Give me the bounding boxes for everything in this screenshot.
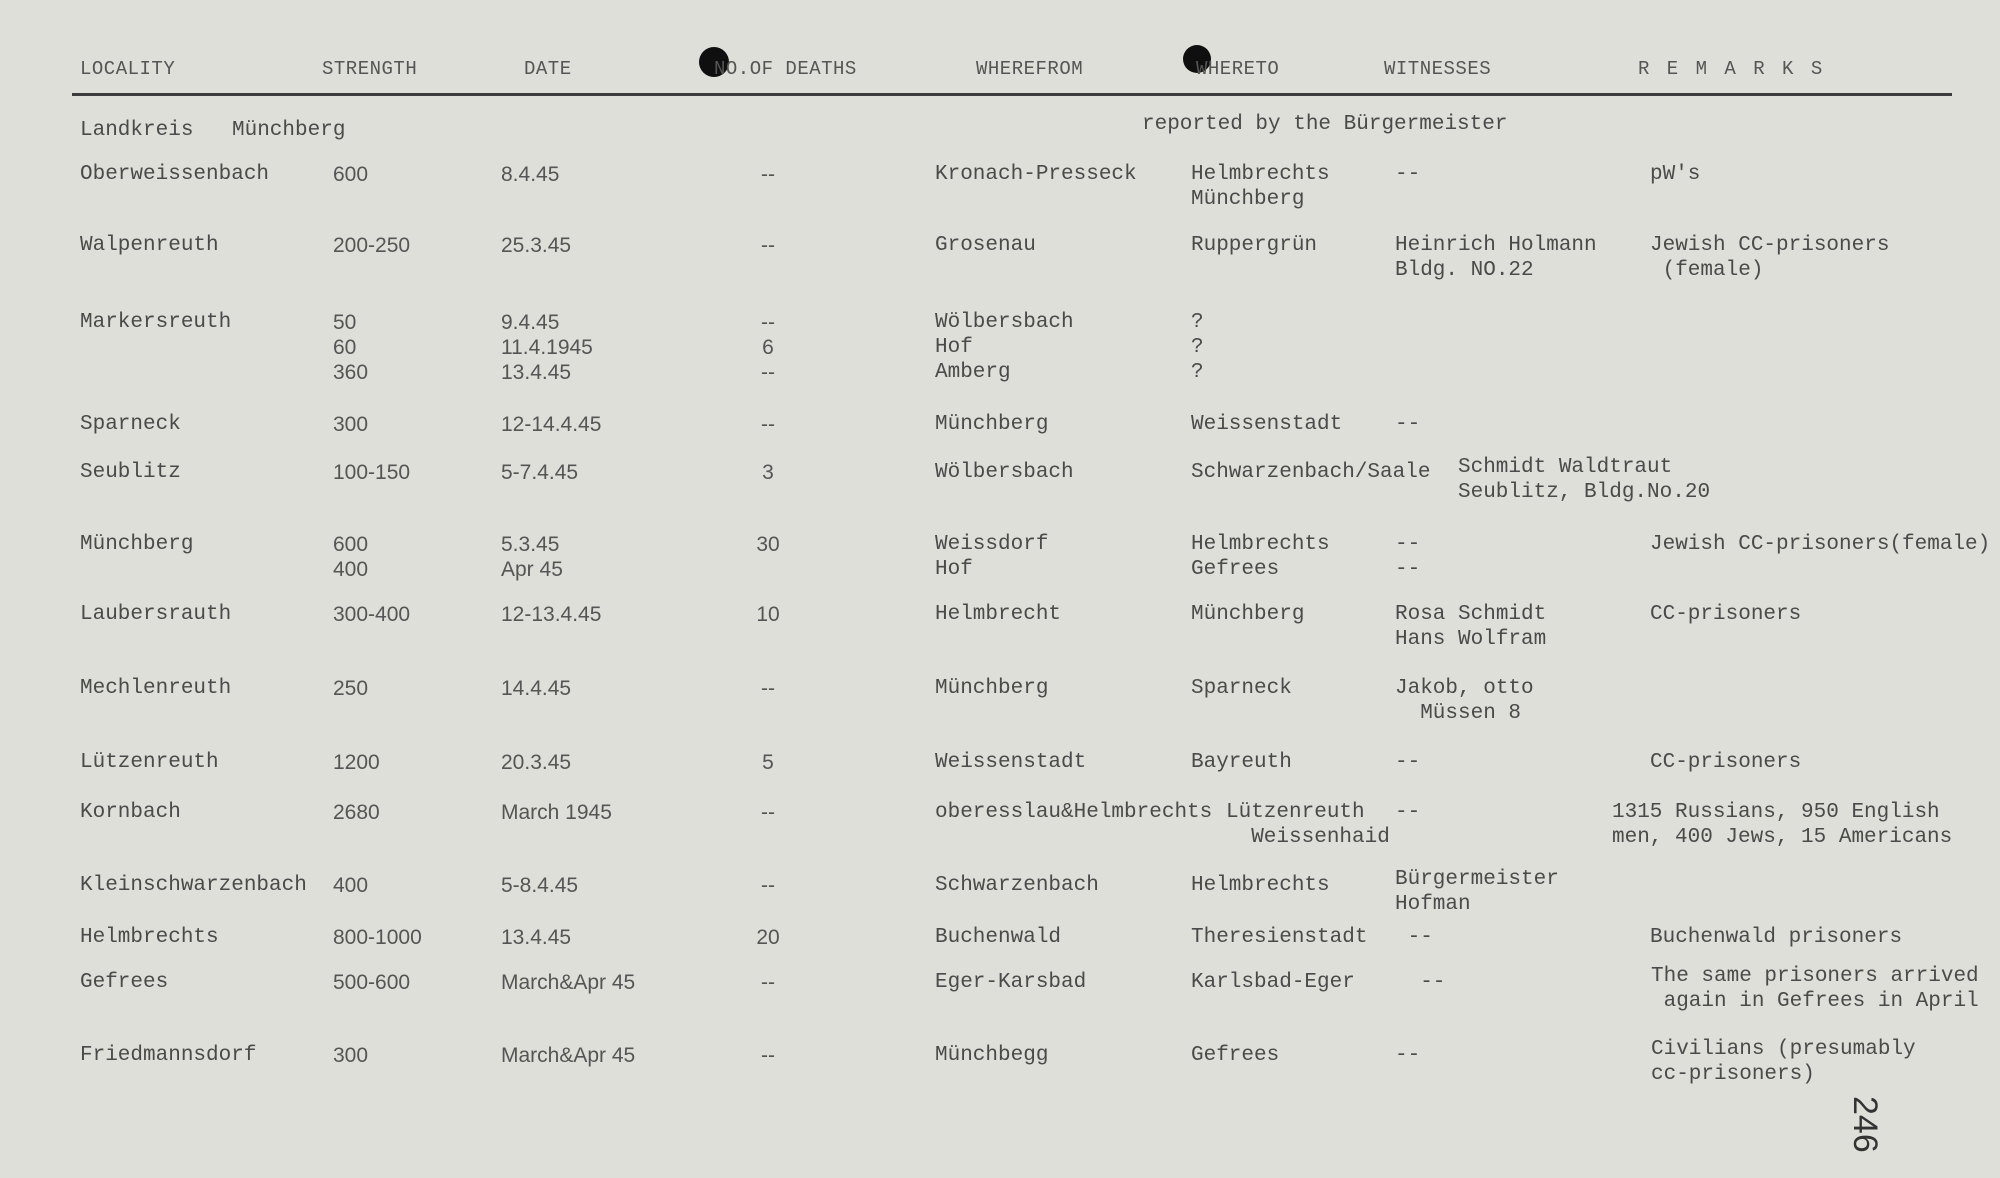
cell-whereto: Karlsbad-Eger — [1191, 971, 1355, 994]
cell-deaths: -- 6 -- — [761, 311, 775, 384]
cell-witnesses: Rosa Schmidt Hans Wolfram — [1395, 603, 1547, 651]
cell-remarks: CC-prisoners — [1650, 751, 1802, 774]
cell-date: March&Apr 45 — [501, 971, 636, 994]
header-strength: STRENGTH — [322, 58, 418, 80]
cell-date: March&Apr 45 — [501, 1044, 636, 1067]
cell-witnesses: -- — [1395, 1044, 1421, 1067]
cell-witnesses: -- — [1395, 413, 1421, 436]
cell-strength: 100-150 — [333, 461, 411, 484]
cell-locality: Kornbach — [80, 801, 181, 824]
cell-whereto: Helmbrechts Gefrees — [1191, 533, 1330, 581]
cell-wherefrom: Münchberg — [935, 413, 1049, 436]
header-deaths: NO.OF DEATHS — [714, 58, 857, 80]
cell-date: 12-14.4.45 — [501, 413, 602, 436]
header-date: DATE — [524, 58, 572, 80]
cell-deaths: 3 — [762, 461, 774, 484]
cell-strength: 50 60 360 — [333, 311, 369, 384]
cell-whereto: Lützenreuth Weissenhaid — [1226, 801, 1390, 849]
header-whereto: WHERETO — [1196, 58, 1280, 80]
cell-deaths: -- — [761, 163, 775, 186]
cell-strength: 800-1000 — [333, 926, 422, 949]
cell-whereto: Sparneck — [1191, 677, 1292, 700]
cell-date: March 1945 — [501, 801, 612, 824]
cell-wherefrom: oberesslau&Helmbrechts — [935, 801, 1213, 824]
cell-strength: 1200 — [333, 751, 380, 774]
district-label: Landkreis — [80, 119, 194, 142]
cell-deaths: -- — [761, 413, 775, 436]
cell-whereto: Ruppergrün — [1191, 234, 1318, 257]
cell-wherefrom: Buchenwald — [935, 926, 1062, 949]
cell-strength: 400 — [333, 874, 369, 897]
cell-wherefrom: Münchberg — [935, 677, 1049, 700]
cell-date: 5-7.4.45 — [501, 461, 579, 484]
cell-strength: 200-250 — [333, 234, 411, 257]
cell-locality: Seublitz — [80, 461, 181, 484]
cell-strength: 300 — [333, 1044, 369, 1067]
cell-date: 13.4.45 — [501, 926, 572, 949]
cell-whereto: Helmbrechts Münchberg — [1191, 163, 1330, 211]
cell-witnesses: Schmidt Waldtraut Seublitz, Bldg.No.20 — [1458, 456, 1711, 504]
cell-deaths: 20 — [756, 926, 780, 949]
cell-wherefrom: Münchbegg — [935, 1044, 1049, 1067]
cell-deaths: -- — [761, 234, 775, 257]
cell-witnesses: Bürgermeister Hofman — [1395, 868, 1559, 916]
cell-witnesses: Jakob, otto Müssen 8 — [1395, 677, 1534, 725]
cell-whereto: Theresienstadt — [1191, 926, 1368, 949]
cell-strength: 300 — [333, 413, 369, 436]
cell-witnesses: -- — [1395, 163, 1421, 186]
cell-whereto: Helmbrechts — [1191, 874, 1330, 897]
cell-strength: 600 — [333, 163, 369, 186]
cell-witnesses: Heinrich Holmann Bldg. NO.22 — [1395, 234, 1597, 282]
cell-wherefrom: Schwarzenbach — [935, 874, 1099, 897]
cell-locality: Gefrees — [80, 971, 169, 994]
page-number: 246 — [1846, 1096, 1884, 1153]
cell-locality: Oberweissenbach — [80, 163, 270, 186]
cell-locality: Kleinschwarzenbach — [80, 874, 307, 897]
cell-wherefrom: Wölbersbach — [935, 461, 1074, 484]
cell-remarks: 1315 Russians, 950 English men, 400 Jews, 15 Americans — [1612, 801, 1953, 849]
cell-date: 5.3.45 Apr 45 — [501, 533, 563, 581]
cell-deaths: -- — [761, 801, 775, 824]
cell-locality: Mechlenreuth — [80, 677, 232, 700]
header-remarks: R E M A R K S — [1638, 58, 1826, 80]
cell-wherefrom: Kronach-Presseck — [935, 163, 1137, 186]
cell-remarks: Jewish CC-prisoners(female) — [1650, 533, 1991, 556]
cell-wherefrom: Eger-Karsbad — [935, 971, 1087, 994]
cell-locality: Markersreuth — [80, 311, 232, 334]
cell-whereto: Schwarzenbach/Saale — [1191, 461, 1431, 484]
cell-witnesses: -- — [1395, 751, 1421, 774]
cell-deaths: -- — [761, 1044, 775, 1067]
cell-whereto: Bayreuth — [1191, 751, 1292, 774]
cell-wherefrom: Weissdorf Hof — [935, 533, 1049, 581]
cell-deaths: -- — [761, 874, 775, 897]
cell-date: 9.4.45 11.4.1945 13.4.45 — [501, 311, 593, 384]
cell-deaths: -- — [761, 677, 775, 700]
cell-deaths: 5 — [762, 751, 774, 774]
cell-locality: Lützenreuth — [80, 751, 219, 774]
header-rule — [72, 93, 1952, 96]
cell-strength: 300-400 — [333, 603, 411, 626]
cell-locality: Walpenreuth — [80, 234, 219, 257]
cell-date: 25.3.45 — [501, 234, 572, 257]
cell-locality: Friedmannsdorf — [80, 1044, 257, 1067]
cell-strength: 600 400 — [333, 533, 369, 581]
cell-wherefrom: Wölbersbach Hof Amberg — [935, 311, 1074, 384]
cell-remarks: Jewish CC-prisoners (female) — [1650, 234, 1890, 282]
cell-remarks: Buchenwald prisoners — [1650, 926, 1903, 949]
cell-wherefrom: Grosenau — [935, 234, 1036, 257]
cell-whereto: Weissenstadt — [1191, 413, 1343, 436]
header-locality: LOCALITY — [80, 58, 176, 80]
cell-deaths: 30 — [756, 533, 780, 556]
cell-locality: Helmbrechts — [80, 926, 219, 949]
cell-witnesses: -- — [1395, 801, 1421, 824]
district-note: reported by the Bürgermeister — [1142, 113, 1508, 136]
cell-date: 14.4.45 — [501, 677, 572, 700]
cell-wherefrom: Helmbrecht — [935, 603, 1062, 626]
district-name: Münchberg — [232, 119, 346, 142]
cell-remarks: The same prisoners arrived again in Gefrees in April — [1651, 965, 1979, 1013]
cell-witnesses: -- -- — [1395, 533, 1421, 581]
cell-witnesses: -- — [1395, 926, 1433, 949]
cell-whereto: Münchberg — [1191, 603, 1305, 626]
cell-deaths: 10 — [756, 603, 780, 626]
cell-whereto: ? ? ? — [1191, 311, 1204, 384]
cell-deaths: -- — [761, 971, 775, 994]
header-witnesses: WITNESSES — [1384, 58, 1492, 80]
cell-locality: Münchberg — [80, 533, 194, 556]
cell-date: 12-13.4.45 — [501, 603, 602, 626]
cell-strength: 250 — [333, 677, 369, 700]
header-wherefrom: WHEREFROM — [976, 58, 1084, 80]
cell-date: 20.3.45 — [501, 751, 572, 774]
cell-witnesses: -- — [1395, 971, 1446, 994]
cell-remarks: pW's — [1650, 163, 1701, 186]
cell-wherefrom: Weissenstadt — [935, 751, 1087, 774]
cell-strength: 500-600 — [333, 971, 411, 994]
cell-date: 5-8.4.45 — [501, 874, 579, 897]
cell-whereto: Gefrees — [1191, 1044, 1280, 1067]
cell-locality: Laubersrauth — [80, 603, 232, 626]
cell-strength: 2680 — [333, 801, 380, 824]
cell-remarks: CC-prisoners — [1650, 603, 1802, 626]
cell-locality: Sparneck — [80, 413, 181, 436]
cell-date: 8.4.45 — [501, 163, 560, 186]
cell-remarks: Civilians (presumably cc-prisoners) — [1651, 1038, 1916, 1086]
